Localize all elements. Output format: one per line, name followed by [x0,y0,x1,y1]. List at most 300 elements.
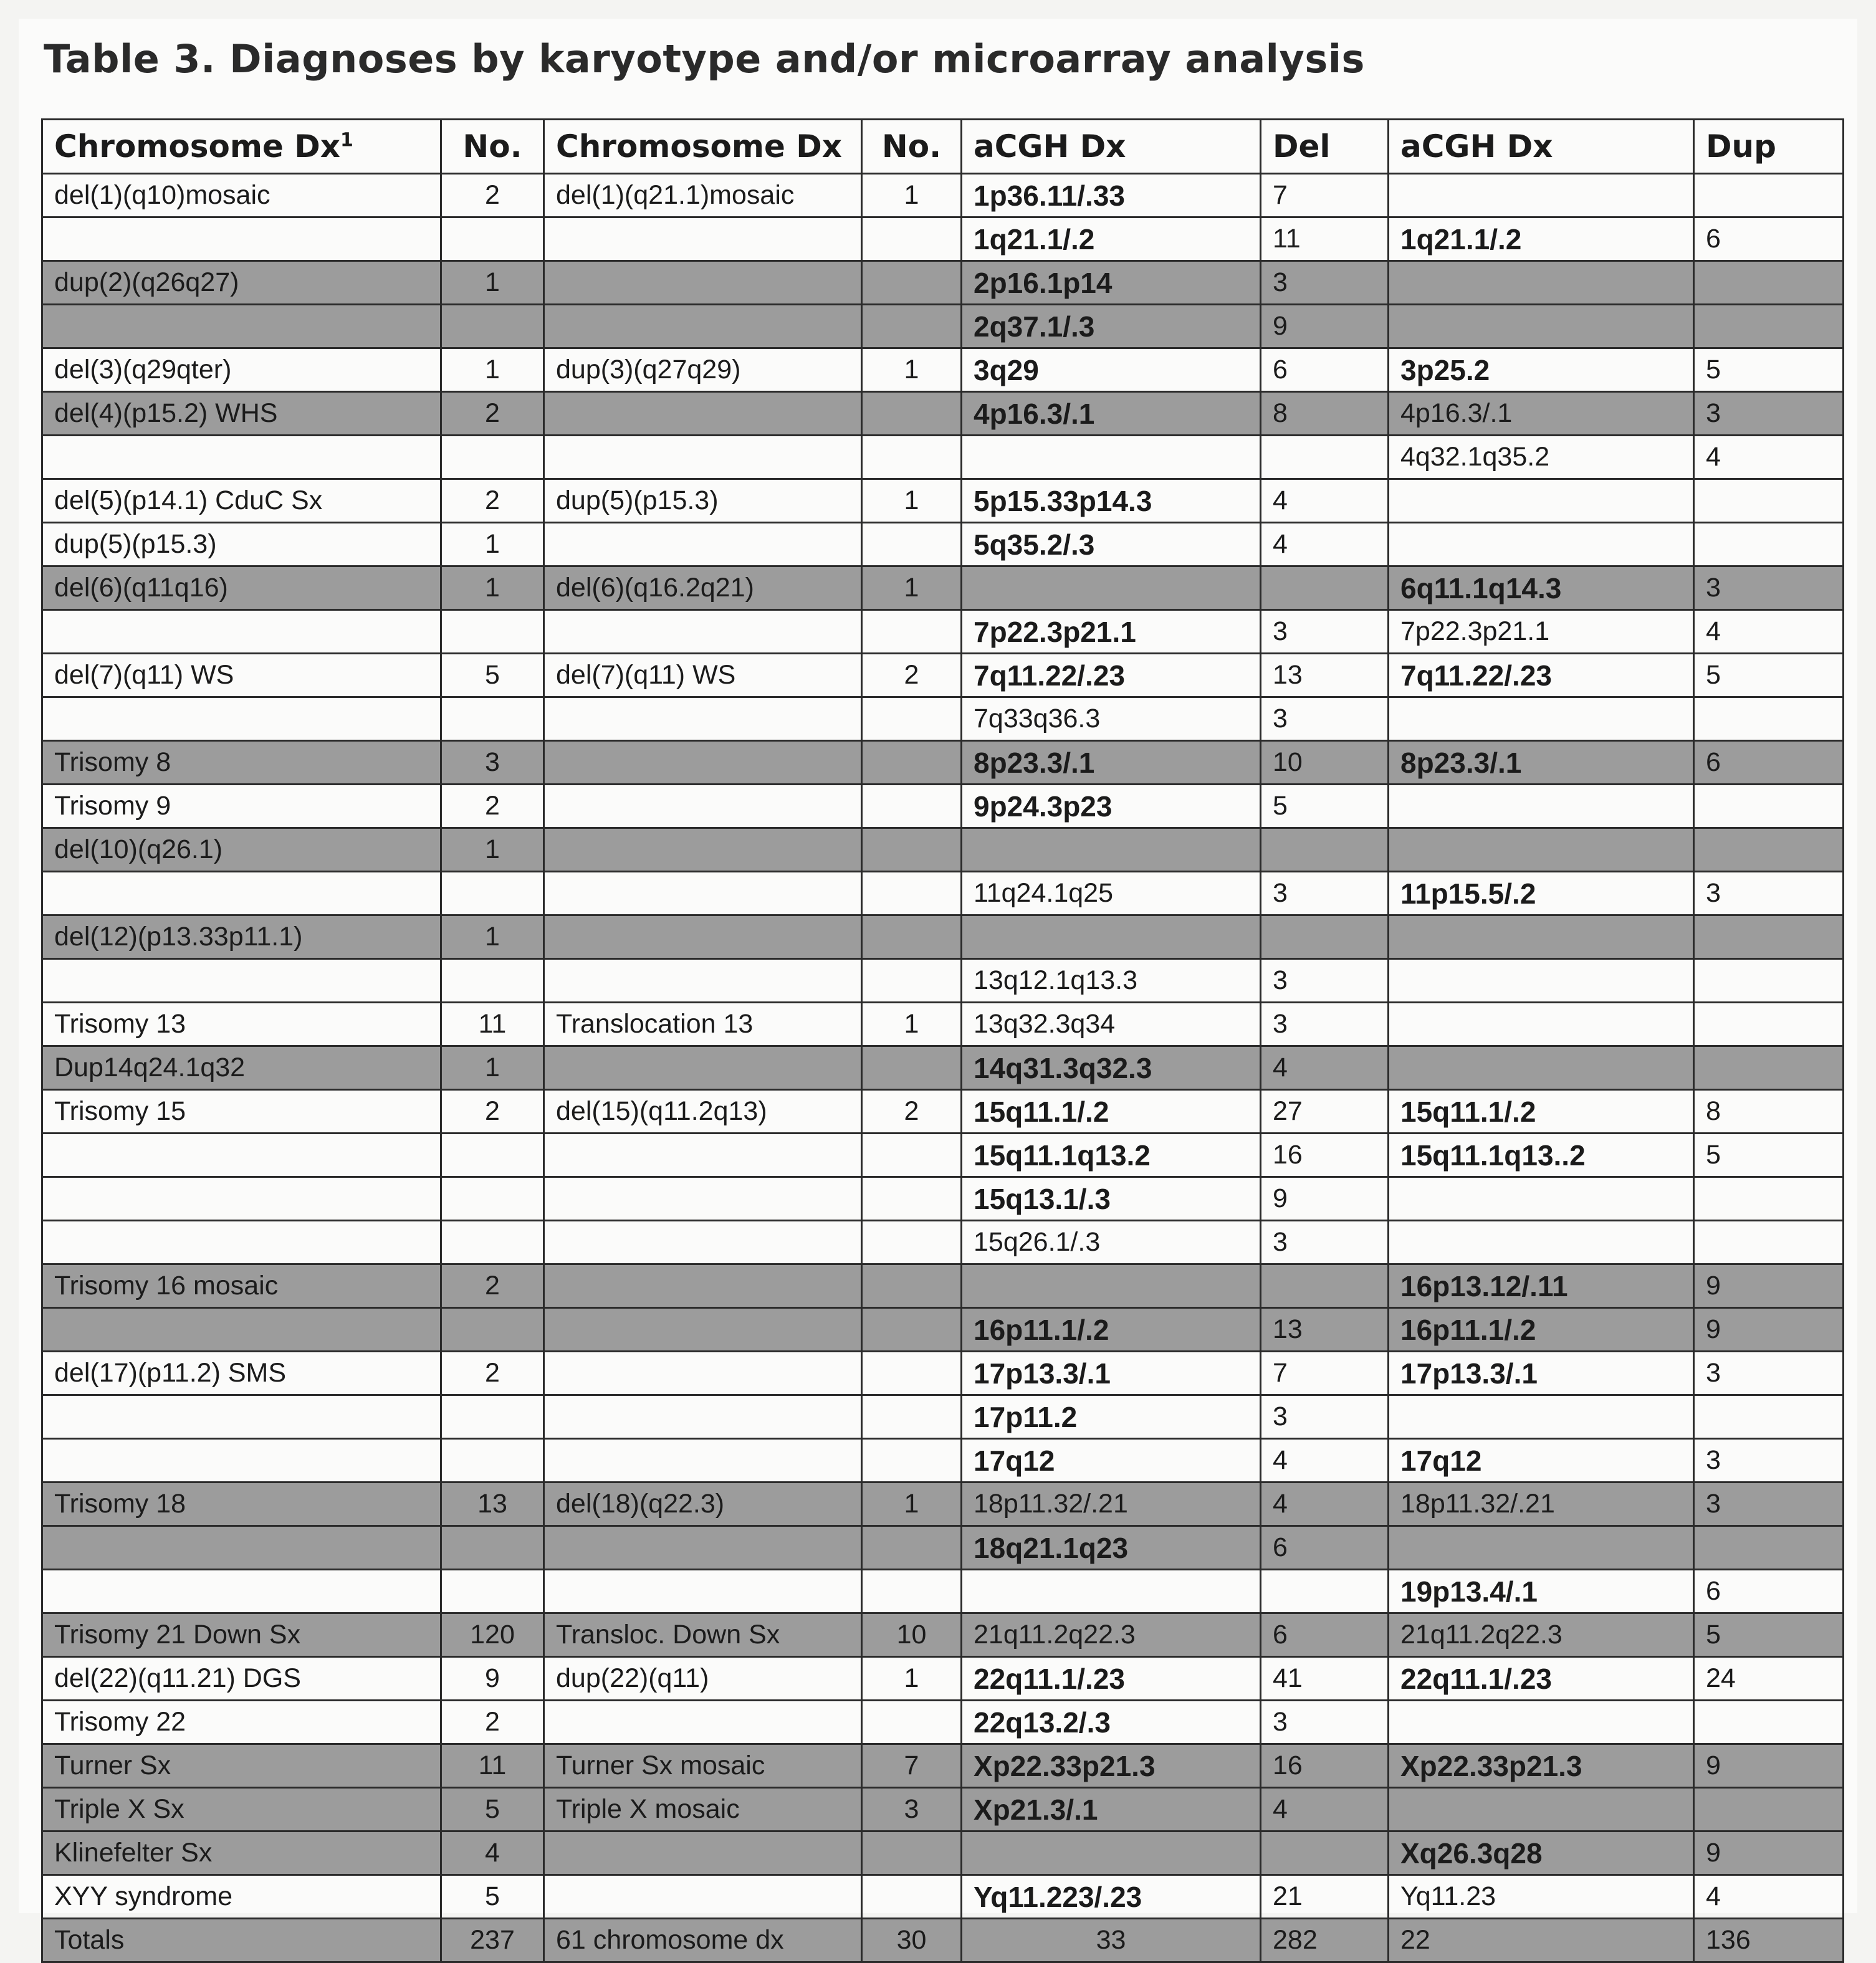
dup-count-cell: 9 [1694,1744,1844,1788]
chromosome-dx-2-cell: Translocation 13 [544,1003,862,1046]
chromosome-dx-2-cell [544,1701,862,1744]
table-row [42,741,1844,785]
chromosome-dx-2-cell [544,305,862,348]
del-count-cell [1261,828,1389,872]
acgh-dup-dx-cell [1389,785,1694,828]
acgh-dup-dx-cell: 6q11.1q14.3 [1389,566,1694,610]
chromosome-dx-2-cell [544,392,862,436]
acgh-del-dx-cell: 15q26.1/.3 [962,1221,1261,1264]
chromosome-dx-cell [42,872,441,915]
del-count-cell: 27 [1261,1090,1389,1134]
chromosome-dx-2-cell: del(15)(q11.2q13) [544,1090,862,1134]
table-body [42,174,1844,1962]
del-count-cell [1261,1570,1389,1613]
chromosome-dx-2-cell: Turner Sx mosaic [544,1744,862,1788]
chromosome-count-2-cell [862,959,962,1003]
header-dup: Dup [1694,120,1844,174]
acgh-del-dx-cell: 2p16.1p14 [962,261,1261,305]
dup-count-cell: 9 [1694,1264,1844,1308]
chromosome-count-cell: 1 [441,348,544,392]
acgh-del-dx-cell [962,436,1261,479]
del-count-cell: 13 [1261,1308,1389,1352]
del-count-cell: 4 [1261,1439,1389,1483]
chromosome-count-cell [441,1395,544,1439]
chromosome-dx-cell: XYY syndrome [42,1875,441,1919]
acgh-dup-dx-cell: Xq26.3q28 [1389,1832,1694,1875]
chromosome-count-2-cell [862,741,962,785]
acgh-del-dx-cell [962,1832,1261,1875]
acgh-dup-dx-cell: 21q11.2q22.3 [1389,1613,1694,1657]
chromosome-count-2-cell [862,1395,962,1439]
acgh-dup-dx-cell [1389,174,1694,217]
dup-count-cell: 5 [1694,1613,1844,1657]
chromosome-dx-2-cell: dup(3)(q27q29) [544,348,862,392]
acgh-dup-dx-cell: Yq11.23 [1389,1875,1694,1919]
acgh-del-dx-cell: 5p15.33p14.3 [962,479,1261,523]
chromosome-dx-2-cell: del(1)(q21.1)mosaic [544,174,862,217]
del-count-cell: 4 [1261,1046,1389,1090]
table-row [42,610,1844,654]
dup-count-cell: 6 [1694,1570,1844,1613]
header-no-1: No. [441,120,544,174]
dup-count-cell: 4 [1694,1875,1844,1919]
acgh-dup-dx-cell: Xp22.33p21.3 [1389,1744,1694,1788]
acgh-dup-dx-cell: 22q11.1/.23 [1389,1657,1694,1701]
del-count-cell [1261,566,1389,610]
acgh-del-dx-cell: 4p16.3/.1 [962,392,1261,436]
chromosome-count-2-cell [862,1439,962,1483]
acgh-del-dx-cell: 5q35.2/.3 [962,523,1261,566]
del-count-cell: 3 [1261,261,1389,305]
table-row [42,174,1844,217]
chromosome-count-cell: 5 [441,1788,544,1832]
table-row [42,828,1844,872]
acgh-dup-dx-cell: 4q32.1q35.2 [1389,436,1694,479]
table-row [42,261,1844,305]
chromosome-count-2-cell [862,785,962,828]
chromosome-count-cell [441,610,544,654]
chromosome-count-2-cell: 1 [862,174,962,217]
table-row [42,1526,1844,1570]
chromosome-count-cell: 2 [441,1701,544,1744]
chromosome-count-cell: 2 [441,1090,544,1134]
chromosome-dx-cell: del(6)(q11q16) [42,566,441,610]
dup-count-cell: 5 [1694,348,1844,392]
chromosome-count-cell: 3 [441,741,544,785]
table-row [42,1352,1844,1395]
chromosome-dx-2-cell [544,872,862,915]
chromosome-count-2-cell [862,1177,962,1221]
del-count-cell: 3 [1261,610,1389,654]
header-chromosome-dx-1: Chromosome Dx$^1$ [42,120,441,174]
chromosome-dx-2-cell [544,1046,862,1090]
dup-count-cell: 9 [1694,1308,1844,1352]
table-row [42,959,1844,1003]
acgh-dup-dx-cell: 19p13.4/.1 [1389,1570,1694,1613]
chromosome-count-2-cell [862,610,962,654]
dup-count-cell [1694,523,1844,566]
acgh-dup-dx-cell: 17q12 [1389,1439,1694,1483]
header-acgh-dx-dup: aCGH Dx [1389,120,1694,174]
acgh-dup-dx-cell: 7q11.22/.23 [1389,654,1694,697]
chromosome-dx-cell: Trisomy 15 [42,1090,441,1134]
dup-count-cell [1694,261,1844,305]
acgh-dup-dx-cell [1389,1701,1694,1744]
chromosome-dx-cell [42,697,441,741]
chromosome-dx-2-cell [544,1570,862,1613]
chromosome-dx-cell: Trisomy 16 mosaic [42,1264,441,1308]
acgh-del-dx-cell: 13q32.3q34 [962,1003,1261,1046]
chromosome-count-cell: 2 [441,392,544,436]
del-count-cell: 3 [1261,1221,1389,1264]
chromosome-count-2-cell [862,1308,962,1352]
chromosome-dx-cell: del(10)(q26.1) [42,828,441,872]
del-count-cell [1261,1264,1389,1308]
chromosome-count-2-cell: 1 [862,1657,962,1701]
table-header-row [42,120,1844,174]
acgh-dup-dx-cell: 7p22.3p21.1 [1389,610,1694,654]
chromosome-dx-2-cell [544,436,862,479]
dup-count-cell: 4 [1694,610,1844,654]
del-count-cell: 282 [1261,1919,1389,1962]
table-title: Table 3. Diagnoses by karyotype and/or microarray analysis [44,36,1365,82]
dup-count-cell: 3 [1694,1483,1844,1526]
acgh-dup-dx-cell: 4p16.3/.1 [1389,392,1694,436]
chromosome-count-2-cell [862,828,962,872]
del-count-cell: 16 [1261,1134,1389,1177]
chromosome-count-cell [441,697,544,741]
chromosome-count-2-cell [862,1046,962,1090]
dup-count-cell [1694,785,1844,828]
chromosome-dx-cell [42,1177,441,1221]
chromosome-count-cell: 5 [441,654,544,697]
chromosome-count-cell: 1 [441,261,544,305]
table-row [42,1744,1844,1788]
dup-count-cell: 3 [1694,566,1844,610]
chromosome-count-cell: 1 [441,828,544,872]
table-row [42,697,1844,741]
acgh-del-dx-cell: 8p23.3/.1 [962,741,1261,785]
acgh-dup-dx-cell [1389,1003,1694,1046]
header-chromosome-dx-2: Chromosome Dx [544,120,862,174]
chromosome-dx-2-cell [544,261,862,305]
chromosome-dx-2-cell [544,217,862,261]
acgh-del-dx-cell [962,915,1261,959]
chromosome-dx-cell [42,1526,441,1570]
acgh-dup-dx-cell [1389,1526,1694,1570]
chromosome-count-cell: 2 [441,1352,544,1395]
acgh-dup-dx-cell [1389,959,1694,1003]
chromosome-count-2-cell [862,1526,962,1570]
acgh-del-dx-cell: Yq11.223/.23 [962,1875,1261,1919]
acgh-dup-dx-cell: 11p15.5/.2 [1389,872,1694,915]
acgh-dup-dx-cell [1389,1221,1694,1264]
del-count-cell: 11 [1261,217,1389,261]
chromosome-dx-2-cell [544,1264,862,1308]
chromosome-dx-2-cell [544,915,862,959]
dup-count-cell: 3 [1694,1352,1844,1395]
chromosome-dx-cell: Trisomy 18 [42,1483,441,1526]
del-count-cell: 21 [1261,1875,1389,1919]
chromosome-dx-2-cell [544,1832,862,1875]
del-count-cell: 5 [1261,785,1389,828]
del-count-cell: 3 [1261,1395,1389,1439]
chromosome-count-cell: 4 [441,1832,544,1875]
acgh-del-dx-cell: 1p36.11/.33 [962,174,1261,217]
table-row [42,1788,1844,1832]
chromosome-count-2-cell [862,872,962,915]
table-row [42,1395,1844,1439]
table-row [42,479,1844,523]
chromosome-count-2-cell: 2 [862,654,962,697]
diagnoses-table [41,118,1844,1963]
chromosome-count-2-cell [862,1352,962,1395]
del-count-cell: 7 [1261,1352,1389,1395]
footnote-marker: 1 [340,129,353,151]
acgh-dup-dx-cell: 18p11.32/.21 [1389,1483,1694,1526]
dup-count-cell: 6 [1694,217,1844,261]
dup-count-cell [1694,1003,1844,1046]
chromosome-count-cell: 2 [441,174,544,217]
chromosome-count-cell: 237 [441,1919,544,1962]
acgh-dup-dx-cell [1389,697,1694,741]
chromosome-dx-2-cell [544,1526,862,1570]
table-row [42,436,1844,479]
table-row [42,1134,1844,1177]
acgh-del-dx-cell: 16p11.1/.2 [962,1308,1261,1352]
del-count-cell: 13 [1261,654,1389,697]
chromosome-count-2-cell: 1 [862,1483,962,1526]
dup-count-cell [1694,915,1844,959]
acgh-del-dx-cell: 9p24.3p23 [962,785,1261,828]
chromosome-dx-2-cell [544,1177,862,1221]
acgh-dup-dx-cell: 17p13.3/.1 [1389,1352,1694,1395]
del-count-cell: 3 [1261,697,1389,741]
acgh-dup-dx-cell: 1q21.1/.2 [1389,217,1694,261]
chromosome-count-cell [441,1308,544,1352]
chromosome-count-cell: 2 [441,785,544,828]
acgh-del-dx-cell: 2q37.1/.3 [962,305,1261,348]
chromosome-dx-cell [42,436,441,479]
dup-count-cell: 5 [1694,1134,1844,1177]
table-row [42,1483,1844,1526]
chromosome-count-2-cell [862,1221,962,1264]
chromosome-count-cell: 2 [441,479,544,523]
chromosome-count-2-cell [862,1134,962,1177]
dup-count-cell [1694,828,1844,872]
table-row [42,654,1844,697]
acgh-del-dx-cell: 15q13.1/.3 [962,1177,1261,1221]
chromosome-dx-cell: del(22)(q11.21) DGS [42,1657,441,1701]
chromosome-dx-cell: Trisomy 13 [42,1003,441,1046]
table-row [42,1832,1844,1875]
chromosome-dx-cell: Trisomy 21 Down Sx [42,1613,441,1657]
acgh-dup-dx-cell: 15q11.1q13..2 [1389,1134,1694,1177]
chromosome-count-2-cell [862,1875,962,1919]
totals-row [42,1919,1844,1962]
chromosome-count-cell [441,1570,544,1613]
chromosome-dx-2-cell [544,741,862,785]
acgh-dup-dx-cell [1389,479,1694,523]
acgh-del-dx-cell: 7q11.22/.23 [962,654,1261,697]
chromosome-dx-2-cell: del(6)(q16.2q21) [544,566,862,610]
acgh-del-dx-cell: 17p11.2 [962,1395,1261,1439]
document-page [19,19,1857,1955]
del-count-cell: 41 [1261,1657,1389,1701]
chromosome-count-cell [441,217,544,261]
del-count-cell: 3 [1261,872,1389,915]
chromosome-dx-cell [42,305,441,348]
acgh-del-dx-cell: 15q11.1/.2 [962,1090,1261,1134]
chromosome-count-cell: 1 [441,523,544,566]
chromosome-dx-cell: Triple X Sx [42,1788,441,1832]
dup-count-cell: 3 [1694,392,1844,436]
chromosome-count-cell: 13 [441,1483,544,1526]
acgh-del-dx-cell: 21q11.2q22.3 [962,1613,1261,1657]
chromosome-dx-cell: Trisomy 8 [42,741,441,785]
chromosome-dx-2-cell [544,1395,862,1439]
acgh-dup-dx-cell: 15q11.1/.2 [1389,1090,1694,1134]
chromosome-dx-cell: del(1)(q10)mosaic [42,174,441,217]
acgh-del-dx-cell: 7q33q36.3 [962,697,1261,741]
chromosome-count-cell: 9 [441,1657,544,1701]
acgh-del-dx-cell: 14q31.3q32.3 [962,1046,1261,1090]
del-count-cell: 6 [1261,1526,1389,1570]
del-count-cell: 9 [1261,1177,1389,1221]
chromosome-count-2-cell [862,1264,962,1308]
chromosome-count-2-cell [862,436,962,479]
chromosome-count-cell: 5 [441,1875,544,1919]
chromosome-dx-cell [42,610,441,654]
table-row [42,392,1844,436]
table-row [42,1439,1844,1483]
acgh-del-dx-cell: 7p22.3p21.1 [962,610,1261,654]
del-count-cell: 4 [1261,1788,1389,1832]
chromosome-count-2-cell: 30 [862,1919,962,1962]
del-count-cell: 3 [1261,1701,1389,1744]
chromosome-count-2-cell: 7 [862,1744,962,1788]
dup-count-cell [1694,1046,1844,1090]
chromosome-dx-2-cell [544,1134,862,1177]
chromosome-dx-cell [42,1308,441,1352]
acgh-del-dx-cell: 22q11.1/.23 [962,1657,1261,1701]
acgh-del-dx-cell [962,828,1261,872]
chromosome-dx-cell [42,959,441,1003]
chromosome-count-cell [441,1526,544,1570]
dup-count-cell [1694,1788,1844,1832]
chromosome-dx-2-cell: del(18)(q22.3) [544,1483,862,1526]
dup-count-cell [1694,305,1844,348]
del-count-cell: 3 [1261,1003,1389,1046]
del-count-cell: 10 [1261,741,1389,785]
acgh-del-dx-cell: 15q11.1q13.2 [962,1134,1261,1177]
acgh-del-dx-cell [962,566,1261,610]
acgh-del-dx-cell [962,1570,1261,1613]
chromosome-dx-cell: del(7)(q11) WS [42,654,441,697]
dup-count-cell [1694,1221,1844,1264]
table-row [42,1570,1844,1613]
acgh-dup-dx-cell [1389,1046,1694,1090]
acgh-dup-dx-cell [1389,915,1694,959]
table-row [42,915,1844,959]
dup-count-cell [1694,1701,1844,1744]
chromosome-dx-2-cell [544,1439,862,1483]
chromosome-count-2-cell [862,523,962,566]
acgh-del-dx-cell: Xp21.3/.1 [962,1788,1261,1832]
chromosome-dx-cell: del(4)(p15.2) WHS [42,392,441,436]
del-count-cell [1261,436,1389,479]
chromosome-dx-2-cell [544,828,862,872]
table-row [42,785,1844,828]
acgh-dup-dx-cell [1389,1395,1694,1439]
dup-count-cell: 24 [1694,1657,1844,1701]
chromosome-count-2-cell: 2 [862,1090,962,1134]
dup-count-cell [1694,174,1844,217]
chromosome-dx-cell [42,1570,441,1613]
chromosome-dx-2-cell [544,785,862,828]
chromosome-count-2-cell: 1 [862,1003,962,1046]
acgh-del-dx-cell: 18q21.1q23 [962,1526,1261,1570]
chromosome-dx-2-cell: 61 chromosome dx [544,1919,862,1962]
chromosome-count-2-cell: 1 [862,348,962,392]
dup-count-cell [1694,1526,1844,1570]
acgh-dup-dx-cell: 16p11.1/.2 [1389,1308,1694,1352]
chromosome-count-2-cell: 1 [862,479,962,523]
chromosome-count-cell [441,1221,544,1264]
dup-count-cell: 4 [1694,436,1844,479]
chromosome-dx-2-cell: Triple X mosaic [544,1788,862,1832]
chromosome-dx-2-cell [544,697,862,741]
header-acgh-dx-del: aCGH Dx [962,120,1261,174]
acgh-dup-dx-cell [1389,1177,1694,1221]
chromosome-dx-cell: del(3)(q29qter) [42,348,441,392]
chromosome-count-2-cell: 3 [862,1788,962,1832]
acgh-dup-dx-cell [1389,828,1694,872]
chromosome-count-cell [441,872,544,915]
chromosome-count-cell [441,305,544,348]
chromosome-count-cell [441,1134,544,1177]
acgh-del-dx-cell: 22q13.2/.3 [962,1701,1261,1744]
del-count-cell: 6 [1261,348,1389,392]
dup-count-cell [1694,1395,1844,1439]
chromosome-count-2-cell [862,1570,962,1613]
chromosome-count-cell [441,1439,544,1483]
chromosome-dx-2-cell [544,1875,862,1919]
acgh-del-dx-cell: 17q12 [962,1439,1261,1483]
dup-count-cell: 9 [1694,1832,1844,1875]
chromosome-dx-cell: del(12)(p13.33p11.1) [42,915,441,959]
chromosome-dx-2-cell: Transloc. Down Sx [544,1613,862,1657]
chromosome-count-2-cell [862,1701,962,1744]
table-row [42,1003,1844,1046]
chromosome-count-cell: 2 [441,1264,544,1308]
del-count-cell: 8 [1261,392,1389,436]
chromosome-dx-cell [42,217,441,261]
chromosome-dx-cell: dup(5)(p15.3) [42,523,441,566]
table-row [42,1875,1844,1919]
table-row [42,1657,1844,1701]
table-row [42,305,1844,348]
table-row [42,1701,1844,1744]
chromosome-count-2-cell [862,261,962,305]
table-row [42,1046,1844,1090]
acgh-del-dx-cell: Xp22.33p21.3 [962,1744,1261,1788]
del-count-cell: 4 [1261,523,1389,566]
del-count-cell: 16 [1261,1744,1389,1788]
chromosome-count-cell: 1 [441,915,544,959]
del-count-cell: 4 [1261,1483,1389,1526]
acgh-dup-dx-cell [1389,1788,1694,1832]
